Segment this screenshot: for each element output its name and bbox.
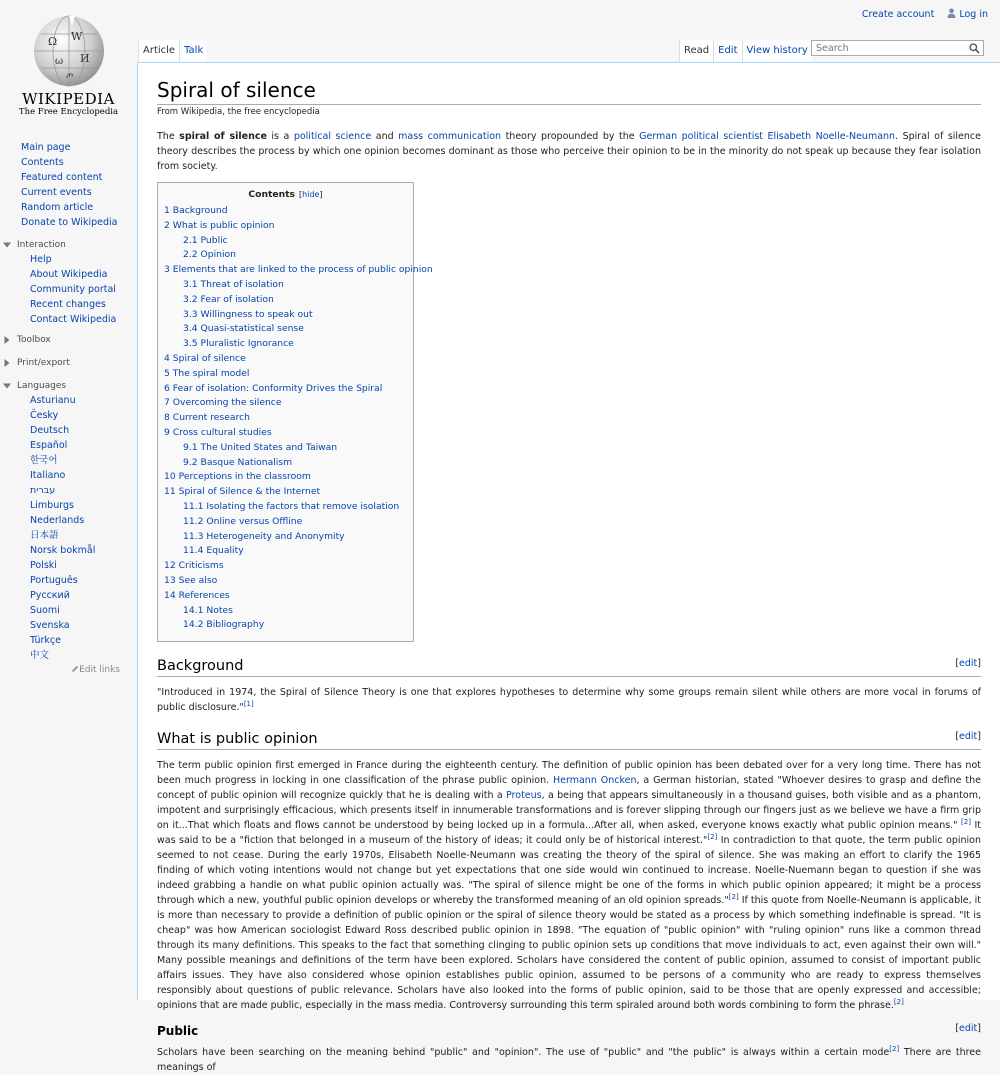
sidebar-language-item-2[interactable]	[30, 423, 137, 438]
public-opinion-paragraph	[157, 758, 981, 1013]
printexport-heading-label: Print/export	[17, 358, 70, 368]
toc-link[interactable]: Basque Nationalism	[200, 456, 293, 468]
toc-number[interactable]: 10	[164, 471, 176, 483]
toc-item[interactable]	[164, 411, 407, 426]
toc-number[interactable]: 11	[164, 486, 176, 498]
sidebar-language-item-link[interactable]: 한국어	[30, 455, 58, 466]
wikipedia-globe-icon	[28, 12, 110, 88]
toc-number[interactable]: 11.4	[183, 545, 204, 557]
sidebar-language-item-12[interactable]	[30, 573, 137, 588]
toc-link[interactable]: The United States and Taiwan	[200, 441, 338, 453]
sidebar-interaction-item-2[interactable]	[30, 282, 137, 297]
edit-link[interactable]: edit	[959, 731, 978, 743]
toc-number[interactable]: 14	[164, 589, 176, 601]
sidebar-nav-item-link[interactable]: Contents	[21, 157, 64, 168]
edit-link[interactable]: edit	[959, 658, 978, 670]
sidebar-language-item-link[interactable]: Português	[30, 575, 78, 586]
toc-item[interactable]	[164, 470, 407, 485]
sidebar-language-item-link[interactable]: Limburgs	[30, 500, 74, 511]
paragraph-text: Scholars have been searching on the meaning behind "public" and "opinion". The use of "public" and "the public" is always within a certain mode	[157, 1047, 890, 1059]
toc-item[interactable]	[164, 278, 407, 293]
search-icon[interactable]	[969, 43, 980, 54]
sidebar-language-item-17[interactable]	[30, 648, 137, 663]
toc-link[interactable]: Background	[172, 205, 228, 216]
log-in-link[interactable]: Log in	[959, 9, 988, 20]
toc-link[interactable]: See also	[178, 574, 218, 586]
pencil-icon	[71, 665, 79, 673]
section-title: Background	[157, 658, 244, 675]
edit-section-link[interactable]: [edit]	[955, 1023, 981, 1035]
toc-item[interactable]	[164, 604, 407, 619]
mass-communication-link[interactable]: mass communication	[398, 131, 502, 142]
toc-list	[164, 204, 433, 633]
toc-number[interactable]: 1	[164, 205, 170, 216]
sidebar-language-item-link[interactable]: Deutsch	[30, 425, 70, 436]
sidebar-nav-item-0[interactable]	[21, 140, 137, 155]
sidebar-interaction-item-0[interactable]	[30, 252, 137, 267]
printexport-heading[interactable]	[17, 356, 133, 370]
toc-item[interactable]	[164, 308, 407, 323]
printexport-portal	[17, 356, 137, 370]
toc-number[interactable]: 3.3	[183, 308, 198, 320]
paragraph-text: The term public opinion first emerged in France during the eighteenth century. The definition of public opinion has been debated over for a very long time. There has not been much progress in locking in one classification of the phrase public opinion.	[157, 760, 981, 787]
toc-number[interactable]: 9	[164, 426, 170, 438]
toc-link[interactable]: Heterogeneity and Anonymity	[206, 530, 345, 542]
sidebar-language-item-3[interactable]	[30, 438, 137, 453]
sidebar-language-item-13[interactable]	[30, 588, 137, 603]
sidebar-nav-item-link[interactable]: Random article	[21, 202, 94, 213]
toc-item[interactable]	[164, 500, 407, 515]
toc-item[interactable]	[164, 589, 407, 604]
edit-section-link[interactable]: [edit]	[955, 731, 981, 743]
tab-talk[interactable]: Talk	[179, 40, 207, 62]
toc-link[interactable]: Notes	[206, 604, 233, 616]
create-account-link[interactable]: Create account	[861, 9, 935, 20]
namespace-tabs	[138, 40, 207, 62]
interaction-heading-label: Interaction	[17, 240, 66, 250]
svg-text:ω: ω	[54, 56, 63, 67]
toc-item[interactable]	[164, 248, 407, 263]
sidebar-interaction-item-3[interactable]	[30, 297, 137, 312]
citation-link[interactable]: [2]	[728, 893, 739, 902]
sidebar-language-item-14[interactable]	[30, 603, 137, 618]
toc-number[interactable]: 3.5	[183, 338, 198, 350]
sidebar-language-item-6[interactable]	[30, 483, 137, 498]
languages-heading[interactable]	[17, 379, 133, 393]
sidebar-language-item-0[interactable]	[30, 393, 137, 408]
sidebar-language-item-link[interactable]: Svenska	[30, 620, 70, 631]
sidebar-language-item-link[interactable]: Nederlands	[30, 515, 85, 526]
toc-number[interactable]: 14.2	[183, 619, 204, 631]
toc-item[interactable]	[164, 204, 407, 219]
section-heading-background	[157, 656, 981, 677]
toc-link[interactable]: Fear of isolation: Conformity Drives the Spiral	[172, 382, 383, 394]
page-title: Spiral of silence	[157, 77, 981, 105]
toc-number[interactable]: 13	[164, 574, 176, 586]
sidebar-nav-item-2[interactable]	[21, 170, 137, 185]
toc-item[interactable]	[164, 293, 407, 308]
interaction-heading[interactable]	[17, 238, 133, 252]
toc-link[interactable]: Spiral of silence	[172, 352, 246, 364]
sidebar-nav-item-3[interactable]	[21, 185, 137, 200]
sidebar-language-item-link[interactable]: Česky	[30, 410, 59, 421]
intro-paragraph	[157, 129, 981, 174]
wikipedia-wordmark: WIKIPEDIA	[22, 90, 115, 108]
toc-item[interactable]	[164, 367, 407, 382]
toc-number[interactable]: 14.1	[183, 604, 204, 616]
toc-item[interactable]	[164, 515, 407, 530]
sidebar-nav-item-link[interactable]: Current events	[21, 187, 92, 198]
toc-link[interactable]: Quasi-statistical sense	[200, 323, 304, 335]
sidebar-language-item-9[interactable]	[30, 528, 137, 543]
user-icon	[947, 8, 956, 18]
toc-heading: Contents	[248, 189, 296, 200]
toc-link[interactable]: Online versus Offline	[206, 515, 303, 527]
toc-number[interactable]: 2	[164, 219, 170, 231]
toc-number[interactable]: 5	[164, 367, 170, 379]
toc-hide-link[interactable]: hide	[302, 190, 320, 199]
toc-link[interactable]: What is public opinion	[172, 219, 275, 231]
view-tabs	[679, 40, 812, 62]
sidebar-language-item-link[interactable]: Русский	[30, 590, 70, 601]
sidebar	[0, 140, 137, 675]
tab-article[interactable]: Article	[138, 40, 179, 62]
site-subtitle: From Wikipedia, the free encyclopedia	[157, 107, 320, 117]
paragraph-text: If this quote from Noelle-Neumann is applicable, it is more than necessary to provide a definition of public opinion or the spiral of silence theory would be stated as a process by which something indefinable is spread. "It is cheap" was how American sociologist Edward Ross described public opinion in 1898. "The equation of "public opinion" with "ruling opinion" runs like a common thread through its many definitions. This speaks to the fact that something clinging to public opinion sets up conditions that move individuals to act, even against their own will." Many possible meanings and definitions of the term have been explored. Scholars have considered the content of public opinion, assumed to consist of important public affairs issues. They have also considered whose opinion establishes public opinion, assumed to be persons of a community who are ready to express themselves responsibly about questions of public relevance. Scholars have also looked into the forms of public opinion, said to be those that are openly expressed and accessible; opinions that are made public, especially in the mass media. Controversy surrounding this term spiraled around both words combining to form the phrase.	[157, 895, 981, 1012]
sidebar-nav-item-4[interactable]	[21, 200, 137, 215]
edit-link[interactable]: edit	[959, 1023, 978, 1035]
toc-item[interactable]	[164, 456, 407, 471]
tab-edit[interactable]: Edit	[713, 40, 741, 62]
toc-number[interactable]: 12	[164, 560, 176, 572]
languages-portal	[17, 379, 137, 675]
interaction-portal	[17, 238, 137, 327]
paragraph-text: In contradiction to that quote, the term public opinion seemed to not cease. During the early 1970s, Elisabeth Noelle-Neumann was creating the theory of the spiral of silence. She was making an effort to clarify the 1965 finding of which voting intentions would not change but yet expectations that one side would win continued to increase. Noelle-Nuemann began to question if she was indeed grabbing a handle on what public opinion actually was. "The spiral of silence might be one of the forms in which public opinion appeared; it might be a process through which a new, youthful public opinion develops or whereby the transformed meaning of an old opinion spreads."	[157, 835, 981, 907]
intro-bold-term: spiral of silence	[179, 131, 267, 142]
subsection-title: Public	[157, 1024, 199, 1039]
toc-item[interactable]	[164, 559, 407, 574]
sidebar-language-item-link[interactable]: Türkçe	[30, 635, 61, 646]
noelle-neumann-link[interactable]: German political scientist Elisabeth Noelle-Neumann	[639, 131, 896, 142]
sidebar-language-item-link[interactable]: Asturianu	[30, 395, 76, 406]
toc-link[interactable]: Pluralistic Ignorance	[200, 338, 294, 350]
section-title: What is public opinion	[157, 731, 318, 748]
interaction-list	[30, 252, 137, 327]
sidebar-language-item-16[interactable]	[30, 633, 137, 648]
toc-number[interactable]: 11.3	[183, 530, 204, 542]
toc-link[interactable]: Cross cultural studies	[172, 426, 272, 438]
toc-link[interactable]: Criticisms	[178, 560, 224, 572]
sidebar-language-item-link[interactable]: Español	[30, 440, 68, 451]
sidebar-interaction-item-link[interactable]: Recent changes	[30, 299, 106, 310]
sidebar-language-item-link[interactable]: Suomi	[30, 605, 60, 616]
wikipedia-tagline: The Free Encyclopedia	[18, 107, 119, 117]
toolbox-heading[interactable]	[17, 333, 133, 347]
toc-link[interactable]: Equality	[206, 545, 244, 557]
toc-link[interactable]: Fear of isolation	[200, 293, 274, 305]
sidebar-nav-item-link[interactable]: Main page	[21, 142, 71, 153]
toc-link[interactable]: References	[178, 589, 230, 601]
toc-number[interactable]: 11.2	[183, 515, 204, 527]
svg-text:И: И	[79, 52, 90, 65]
navigation-list	[21, 140, 137, 230]
toc-item[interactable]	[164, 337, 407, 352]
section-heading-public-opinion	[157, 729, 981, 750]
citation-link[interactable]: [2]	[707, 833, 718, 842]
toc-item[interactable]	[164, 618, 407, 633]
triangle-down-icon	[3, 241, 11, 249]
toc-number[interactable]: 2.2	[183, 249, 198, 261]
paragraph-text: It was said to be a "fiction that belonged in a museum of the history of ideas; it could only be of historical interest."	[157, 820, 981, 847]
toc-link[interactable]: Isolating the factors that remove isolation	[206, 500, 400, 512]
tab-read[interactable]: Read	[679, 40, 713, 62]
toc-number[interactable]: 9.2	[183, 456, 198, 468]
toc-item[interactable]	[164, 219, 407, 234]
sidebar-language-item-link[interactable]: 日本語	[30, 530, 59, 541]
toc-link[interactable]: Elements that are linked to the process of public opinion	[172, 264, 433, 276]
toc-item[interactable]	[164, 574, 407, 589]
sidebar-nav-item-link[interactable]: Featured content	[21, 172, 103, 183]
toc-link[interactable]: Bibliography	[206, 619, 265, 631]
toc-link[interactable]: Opinion	[200, 249, 236, 261]
sidebar-nav-item-5[interactable]	[21, 215, 137, 230]
triangle-right-icon	[3, 359, 11, 367]
sidebar-language-item-15[interactable]	[30, 618, 137, 633]
proteus-link[interactable]: Proteus	[506, 790, 542, 802]
background-paragraph	[157, 685, 981, 715]
svg-text:ጦ: ጦ	[65, 71, 73, 81]
toc-item[interactable]	[164, 352, 407, 367]
edit-links-label: Edit links	[79, 665, 120, 675]
sidebar-interaction-item-link[interactable]: Contact Wikipedia	[30, 314, 117, 325]
sidebar-interaction-item-link[interactable]: Community portal	[30, 284, 116, 295]
sidebar-language-item-link[interactable]: עברית	[30, 485, 56, 496]
paragraph-text: , a German historian, stated "Whoever desires to grasp and define the concept of public opinion will recognize quickly that he is dealing with a	[157, 775, 981, 802]
sidebar-language-item-11[interactable]	[30, 558, 137, 573]
personal-tools	[862, 8, 988, 20]
intro-text: and	[371, 131, 399, 142]
toolbox-portal	[17, 333, 137, 347]
toc-item[interactable]	[164, 382, 407, 397]
citation-link[interactable]: [2]	[893, 998, 904, 1007]
citation-link[interactable]: [2]	[961, 818, 971, 827]
search-input[interactable]	[812, 41, 966, 55]
toc-number[interactable]: 4	[164, 352, 170, 364]
triangle-down-icon	[3, 382, 11, 390]
search-box	[811, 40, 984, 56]
toc-link[interactable]: Public	[200, 234, 228, 246]
toc-item[interactable]	[164, 396, 407, 411]
edit-links[interactable]	[21, 665, 137, 675]
toc-number[interactable]: 11.1	[183, 500, 204, 512]
navigation-portal	[21, 140, 137, 230]
public-paragraph	[157, 1045, 981, 1074]
toc-title: Contents [hide]	[248, 189, 323, 200]
toc-number[interactable]: 3.1	[183, 278, 198, 290]
toc-number[interactable]: 9.1	[183, 441, 198, 453]
paragraph-text: , a being that appears simultaneously in a thousand guises, both visible and as a phantom, impotent and surprisingly efficacious, which presents itself in innumerable transformations and is forever slipping through our fingers just as we believe we have a firm grip on it...That which floats and flows cannot be understood by being locked up in a formula...After all, when asked, everyone knows exactly what public opinion means."	[157, 790, 981, 832]
toc-number[interactable]: 2.1	[183, 234, 198, 246]
toc-item[interactable]	[164, 544, 407, 559]
sidebar-language-item-link[interactable]: 中文	[30, 650, 50, 661]
toc-item[interactable]	[164, 322, 407, 337]
toc-link[interactable]: Spiral of Silence & the Internet	[178, 486, 321, 498]
sidebar-language-item-10[interactable]	[30, 543, 137, 558]
tab-view-history[interactable]: View history	[742, 40, 812, 62]
hermann-oncken-link[interactable]: Hermann Oncken	[553, 775, 637, 787]
toc-link[interactable]: Current research	[172, 412, 250, 424]
sidebar-interaction-item-4[interactable]	[30, 312, 137, 327]
sidebar-interaction-item-link[interactable]: Help	[30, 254, 52, 265]
sidebar-language-item-5[interactable]	[30, 468, 137, 483]
toc-number[interactable]: 3.2	[183, 293, 198, 305]
toc-item[interactable]	[164, 485, 407, 500]
languages-heading-label: Languages	[17, 381, 67, 391]
sidebar-language-item-8[interactable]	[30, 513, 137, 528]
intro-text: . Spiral of silence theory describes the process by which one opinion becomes dominant as those who perceive their opinion to be in the minority do not speak up because they fear isolation from society.	[157, 131, 981, 172]
toolbox-heading-label: Toolbox	[17, 335, 51, 345]
toc-number[interactable]: 7	[164, 397, 170, 409]
toc-link[interactable]: Willingness to speak out	[200, 308, 313, 320]
sidebar-language-item-7[interactable]	[30, 498, 137, 513]
toc-link[interactable]: Threat of isolation	[200, 278, 284, 290]
table-of-contents	[157, 182, 433, 642]
toc-item[interactable]	[164, 426, 407, 441]
toc-link[interactable]: Overcoming the silence	[172, 397, 282, 409]
toc-number[interactable]: 3	[164, 264, 170, 276]
toc-link[interactable]: The spiral model	[172, 367, 250, 379]
languages-list	[30, 393, 137, 663]
toc-item[interactable]	[164, 234, 407, 249]
paragraph-text: There are three meanings of	[157, 1047, 981, 1074]
citation-link[interactable]: [2]	[889, 1045, 900, 1054]
sidebar-language-item-link[interactable]: Polski	[30, 560, 57, 571]
svg-text:Ω: Ω	[47, 35, 57, 48]
political-science-link[interactable]: political science	[293, 131, 372, 142]
intro-text: is a	[266, 131, 294, 142]
sidebar-language-item-4[interactable]	[30, 453, 137, 468]
sidebar-language-item-link[interactable]: Italiano	[30, 470, 66, 481]
svg-text:W: W	[70, 30, 82, 43]
subsection-heading-public	[157, 1023, 981, 1039]
sidebar-nav-item-1[interactable]	[21, 155, 137, 170]
sidebar-language-item-link[interactable]: Norsk bokmål	[30, 545, 96, 556]
toc-link[interactable]: Perceptions in the classroom	[178, 471, 311, 483]
sidebar-interaction-item-1[interactable]	[30, 267, 137, 282]
sidebar-nav-item-link[interactable]: Donate to Wikipedia	[21, 217, 118, 228]
wikipedia-logo[interactable]	[0, 0, 137, 130]
toc-number[interactable]: 6	[164, 382, 170, 394]
sidebar-language-item-1[interactable]	[30, 408, 137, 423]
background-text: "Introduced in 1974, the Spiral of Silence Theory is one that explores hypotheses to determine why some groups remain silent while others are more vocal in forums of public disclosure."	[157, 687, 981, 714]
toc-item[interactable]	[164, 263, 433, 278]
intro-text: The	[157, 131, 180, 142]
toc-item[interactable]	[164, 530, 407, 545]
citation-link[interactable]: [1]	[243, 700, 254, 709]
toc-item[interactable]	[164, 441, 407, 456]
toc-number[interactable]: 3.4	[183, 323, 198, 335]
intro-text: theory propounded by the	[501, 131, 640, 142]
triangle-right-icon	[3, 336, 11, 344]
sidebar-interaction-item-link[interactable]: About Wikipedia	[30, 269, 108, 280]
edit-section-link[interactable]: [edit]	[955, 658, 981, 670]
toc-number[interactable]: 8	[164, 412, 170, 424]
content-area	[137, 62, 1000, 1074]
